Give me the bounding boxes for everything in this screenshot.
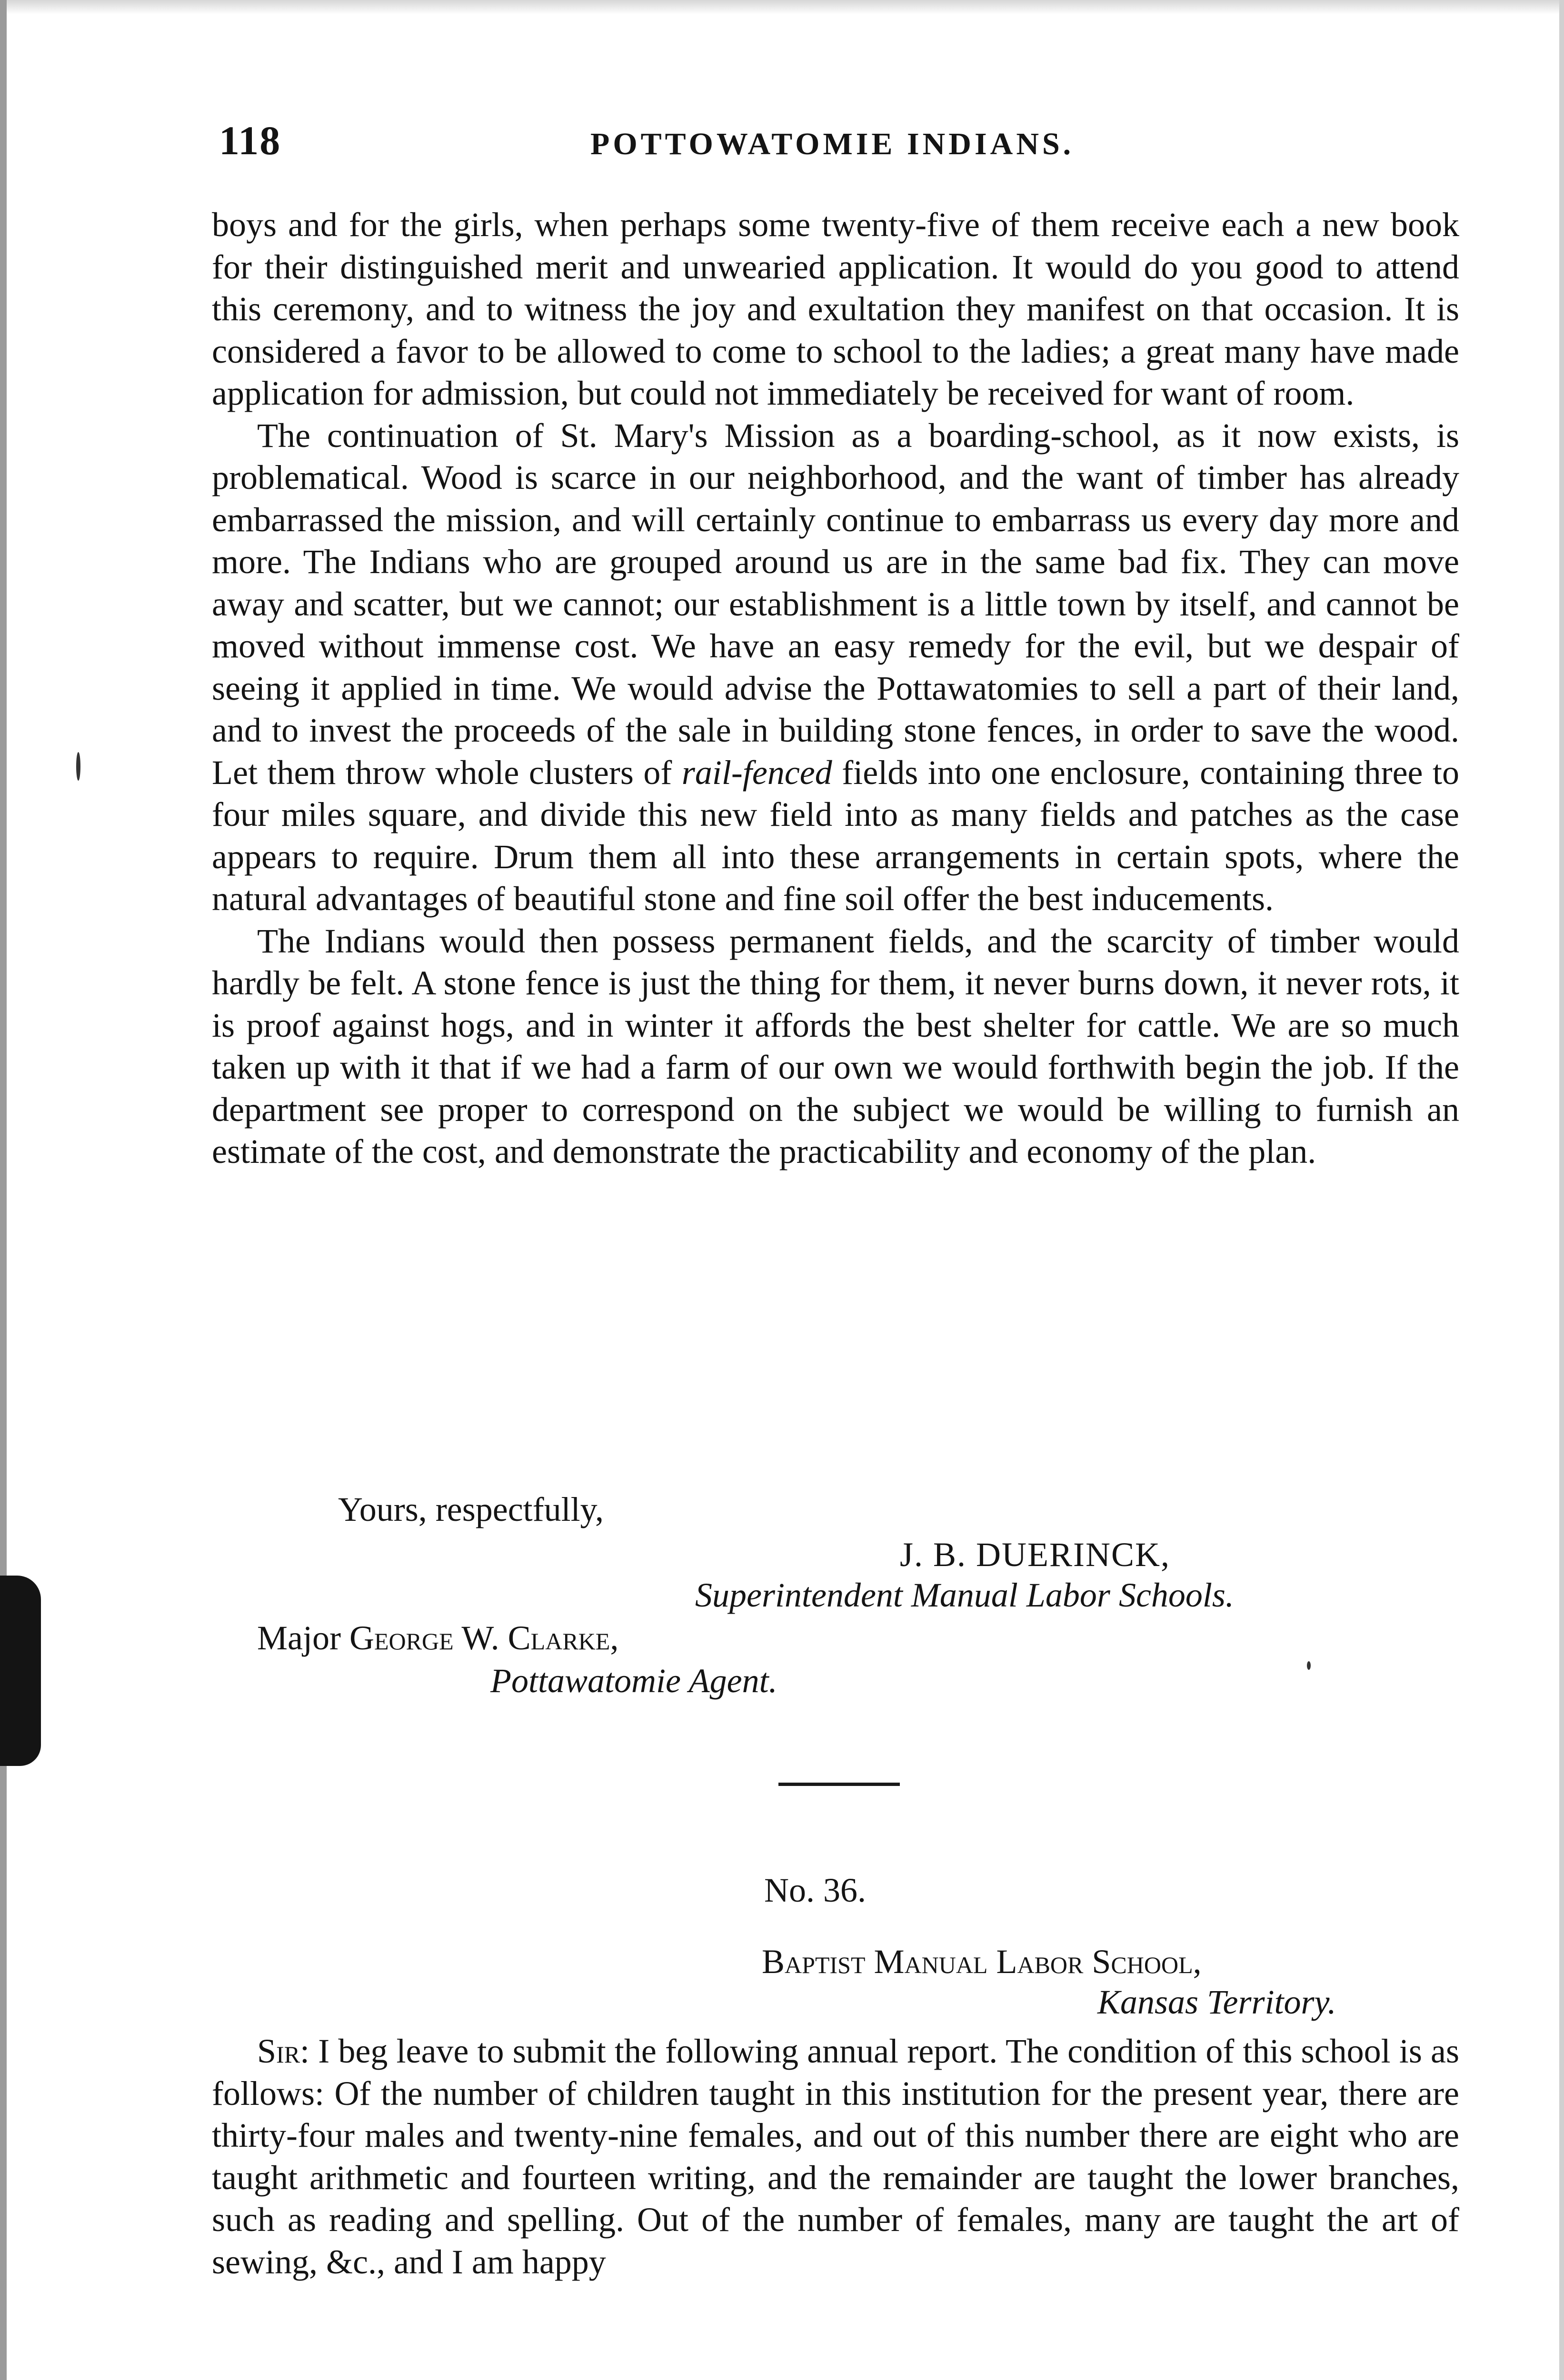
running-head: POTTOWATOMIE INDIANS. <box>590 127 1075 161</box>
paragraph-continuation: boys and for the girls, when perhaps some twenty-five of them receive each a new book for their distinguished merit and unwearied application. It would do you good to attend this ceremony, and to witness the joy and exultation they manifest on that occasion. It is considered a favor to be allowed to come to school to the ladies; a great many have made application for admission, but could not immediately be received for want of room. <box>212 206 1459 412</box>
scan-edge-right <box>1559 0 1564 2380</box>
signer-name: J. B. DUERINCK, <box>900 1536 1171 1574</box>
scan-edge-top <box>0 0 1564 14</box>
document-number: No. 36. <box>764 1871 866 1909</box>
paragraph-mission <box>212 415 1459 920</box>
institution-place: Kansas Territory. <box>1097 1983 1336 2021</box>
signer-title: Superintendent Manual Labor Schools. <box>695 1576 1234 1614</box>
scan-edge-left <box>0 0 7 2380</box>
letter-body <box>212 204 1459 1173</box>
paragraph-report <box>212 2030 1459 2283</box>
addressee-title: Pottawatomie Agent. <box>490 1662 777 1700</box>
paragraph-mission-cont: fields into one enclosure, containing three to four miles square, and divide this new field into as many fields and patches as the case appears to require. Drum them all into these arrangements in certain spots, where the natural advantages of beautiful stone and fine soil offer the best inducements. <box>212 753 1460 918</box>
section-divider <box>778 1783 900 1786</box>
institution-name: Baptist Manual Labor School, <box>762 1943 1202 1981</box>
salutation: Sir: <box>257 2032 310 2070</box>
ink-speck <box>76 752 80 781</box>
paragraph-fields: The Indians would then possess permanent fields, and the scarcity of timber would hardly be felt. A stone fence is just the thing for them, it never burns down, it never rots, it is proof against hogs, and in winter it affords the best shelter for cattle. We are so much taken up with it that if we had a farm of our own we would forthwith begin the job. If the department see proper to correspond on the subject we would be willing to furnish an estimate of the cost, and demonstrate the practicability and economy of the plan. <box>212 922 1459 1170</box>
page-number: 118 <box>219 118 281 163</box>
addressee-name: George W. Clarke, <box>349 1619 619 1657</box>
addressee-prefix: Major <box>257 1619 341 1657</box>
report-body <box>212 2030 1459 2283</box>
italic-term: rail-fenced <box>681 753 832 792</box>
ink-speck <box>1307 1661 1311 1670</box>
valediction: Yours, respectfully, <box>338 1490 604 1528</box>
paragraph-report-text: I beg leave to submit the following annual report. The condition of this school is as follows: Of the number of children taught in this institution for the present year, there are thirty-four males and twenty-nine females, and out of this number there are eight who are taught arithmetic and fourteen writing, and the remainder are taught the lower branches, such as reading and spelling. Out of the number of females, many are taught the art of sewing, &c., and I am happy <box>212 2032 1459 2281</box>
paragraph-mission-text: The continuation of St. Mary's Mission as a boarding-school, as it now exists, is problematical. Wood is scarce in our neighborhood, and the want of timber has already embarrassed the mission, and will certainly continue to embarrass us every day more and more. The Indians who are grouped around us are in the same bad fix. They can move away and scatter, but we cannot; our establishment is a little town by itself, and cannot be moved without immense cost. We have an easy remedy for the evil, but we despair of seeing it applied in time. We would advise the Pottawatomies to sell a part of their land, and to invest the proceeds of the sale in building stone fences, in order to save the wood. Let them throw whole clusters of <box>212 416 1459 792</box>
page-header <box>219 117 1457 169</box>
addressee <box>257 1618 618 1658</box>
ink-blot <box>0 1576 41 1766</box>
